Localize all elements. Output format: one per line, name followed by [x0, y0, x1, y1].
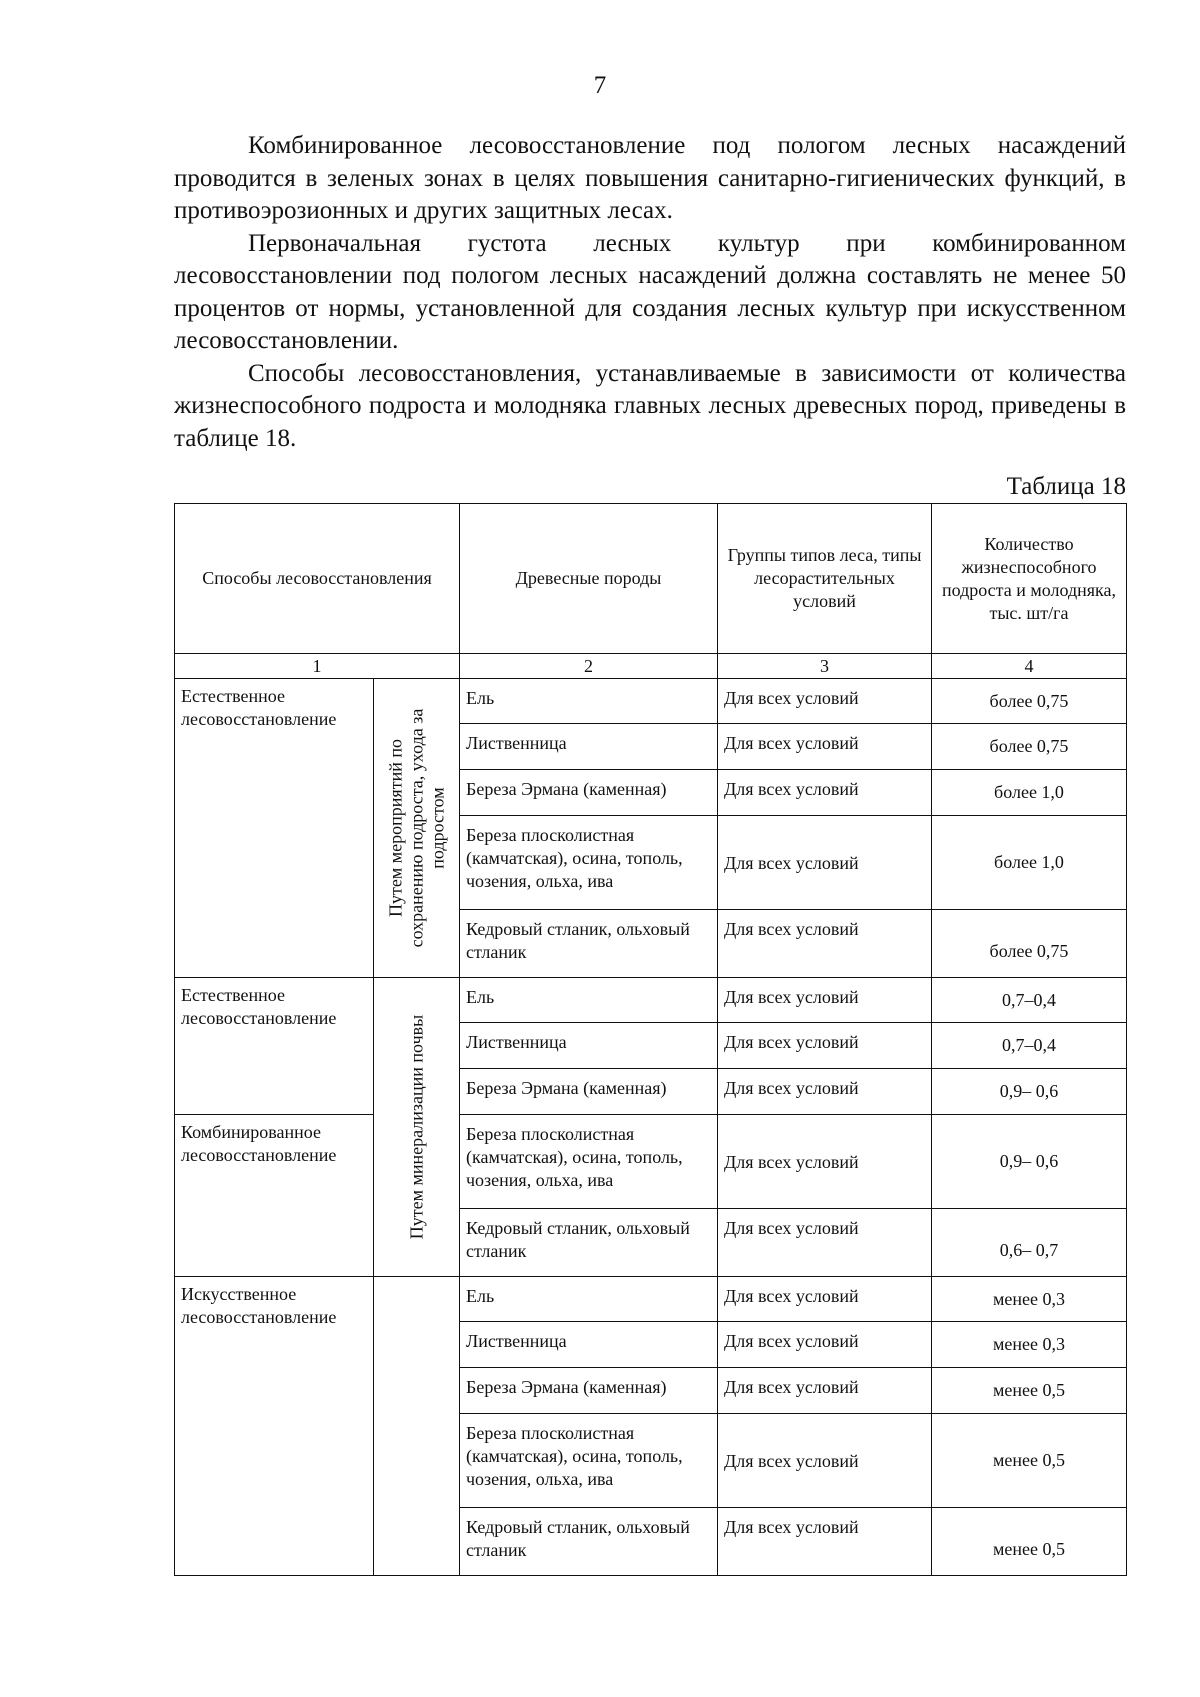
amount-cell: менее 0,5 [932, 1368, 1127, 1414]
method-cell: Естественное лесовосстановление [175, 679, 374, 978]
conditions-cell: Для всех условий [718, 1023, 932, 1069]
table-header-row [175, 504, 1127, 654]
conditions-cell: Для всех условий [718, 1414, 932, 1508]
column-number-1: 1 [175, 654, 460, 679]
amount-cell: более 1,0 [932, 770, 1127, 816]
conditions-cell: Для всех условий [718, 679, 932, 724]
amount-cell: 0,9– 0,6 [932, 1069, 1127, 1115]
species-cell: Кедровый стланик, ольховый стланик [460, 910, 718, 978]
paragraph-3: Способы лесовосстановления, устанавливаемые в зависимости от количества жизнеспособного подроста и молодняка главных лесных древесных пород, приведены в таблице 18. [174, 359, 1126, 452]
amount-cell: менее 0,3 [932, 1322, 1127, 1368]
species-cell: Лиственница [460, 1023, 718, 1069]
conditions-cell: Для всех условий [718, 1277, 932, 1322]
column-number-2: 2 [460, 654, 718, 679]
conditions-cell: Для всех условий [718, 910, 932, 978]
header-species: Древесные породы [460, 504, 718, 654]
method-cell: Искусственное лесовосстановление [175, 1277, 374, 1576]
measure-cell-empty [374, 1277, 460, 1576]
amount-cell: более 1,0 [932, 816, 1127, 910]
amount-cell: менее 0,5 [932, 1508, 1127, 1576]
species-cell: Береза Эрмана (каменная) [460, 770, 718, 816]
species-cell: Береза Эрмана (каменная) [460, 1069, 718, 1115]
conditions-cell: Для всех условий [718, 1115, 932, 1209]
species-cell: Береза плосколистная (камчатская), осина, тополь, чозения, ольха, ива [460, 1414, 718, 1508]
amount-cell: более 0,75 [932, 679, 1127, 724]
header-amount: Количество жизнеспособного подроста и молодняка, тыс. шт/га [932, 504, 1127, 654]
method-cell: Комбинированное лесовосстановление [175, 1115, 374, 1277]
method-cell: Естественное лесовосстановление [175, 978, 374, 1115]
conditions-cell: Для всех условий [718, 1209, 932, 1277]
species-cell: Кедровый стланик, ольховый стланик [460, 1508, 718, 1576]
species-cell: Лиственница [460, 724, 718, 770]
paragraph-1: Комбинированное лесовосстановление под пологом лесных насаждений проводится в зеленых зонах в целях повышения санитарно-гигиенических функций, в противоэрозионных и других защитных лесах. [174, 132, 1126, 224]
amount-cell: менее 0,3 [932, 1277, 1127, 1322]
conditions-cell: Для всех условий [718, 1368, 932, 1414]
species-cell: Береза плосколистная (камчатская), осина, тополь, чозения, ольха, ива [460, 816, 718, 910]
measure-text: Путем мероприятий по сохранению подроста, ухода за подростом [385, 708, 447, 948]
conditions-cell: Для всех условий [718, 1322, 932, 1368]
conditions-cell: Для всех условий [718, 724, 932, 770]
column-number-3: 3 [718, 654, 932, 679]
species-cell: Ель [460, 978, 718, 1023]
conditions-cell: Для всех условий [718, 816, 932, 910]
conditions-cell: Для всех условий [718, 1069, 932, 1115]
measure-text: Путем минерализации почвы [406, 1014, 426, 1240]
amount-cell: 0,7–0,4 [932, 1023, 1127, 1069]
conditions-cell: Для всех условий [718, 978, 932, 1023]
table-row [175, 1115, 1127, 1209]
measure-cell [374, 679, 460, 978]
header-forest-types: Группы типов леса, типы лесорастительных условий [718, 504, 932, 654]
table-18 [174, 503, 1127, 1576]
amount-cell: более 0,75 [932, 910, 1127, 978]
species-cell: Лиственница [460, 1322, 718, 1368]
table-caption: Таблица 18 [1006, 473, 1126, 500]
measure-cell [374, 978, 460, 1277]
conditions-cell: Для всех условий [718, 1508, 932, 1576]
table-row [175, 1277, 1127, 1322]
paragraph-2: Первоначальная густота лесных культур при комбинированном лесовосстановлении под пологом лесных насаждений должна составлять не менее 50 процентов от нормы, установленной для создания лесных культур при искусственном лесовосстановлении. [174, 229, 1126, 354]
amount-cell: 0,7–0,4 [932, 978, 1127, 1023]
species-cell: Береза плосколистная (камчатская), осина, тополь, чозения, ольха, ива [460, 1115, 718, 1209]
species-cell: Береза Эрмана (каменная) [460, 1368, 718, 1414]
column-number-4: 4 [932, 654, 1127, 679]
header-methods: Способы лесовосстановления [175, 504, 460, 654]
page-number: 7 [593, 72, 607, 99]
table-row [175, 679, 1127, 724]
amount-cell: 0,6– 0,7 [932, 1209, 1127, 1277]
species-cell: Ель [460, 679, 718, 724]
amount-cell: 0,9– 0,6 [932, 1115, 1127, 1209]
table-row [175, 978, 1127, 1023]
column-number-row [175, 654, 1127, 679]
species-cell: Ель [460, 1277, 718, 1322]
body-text [174, 130, 1126, 455]
amount-cell: менее 0,5 [932, 1414, 1127, 1508]
amount-cell: более 0,75 [932, 724, 1127, 770]
species-cell: Кедровый стланик, ольховый стланик [460, 1209, 718, 1277]
conditions-cell: Для всех условий [718, 770, 932, 816]
